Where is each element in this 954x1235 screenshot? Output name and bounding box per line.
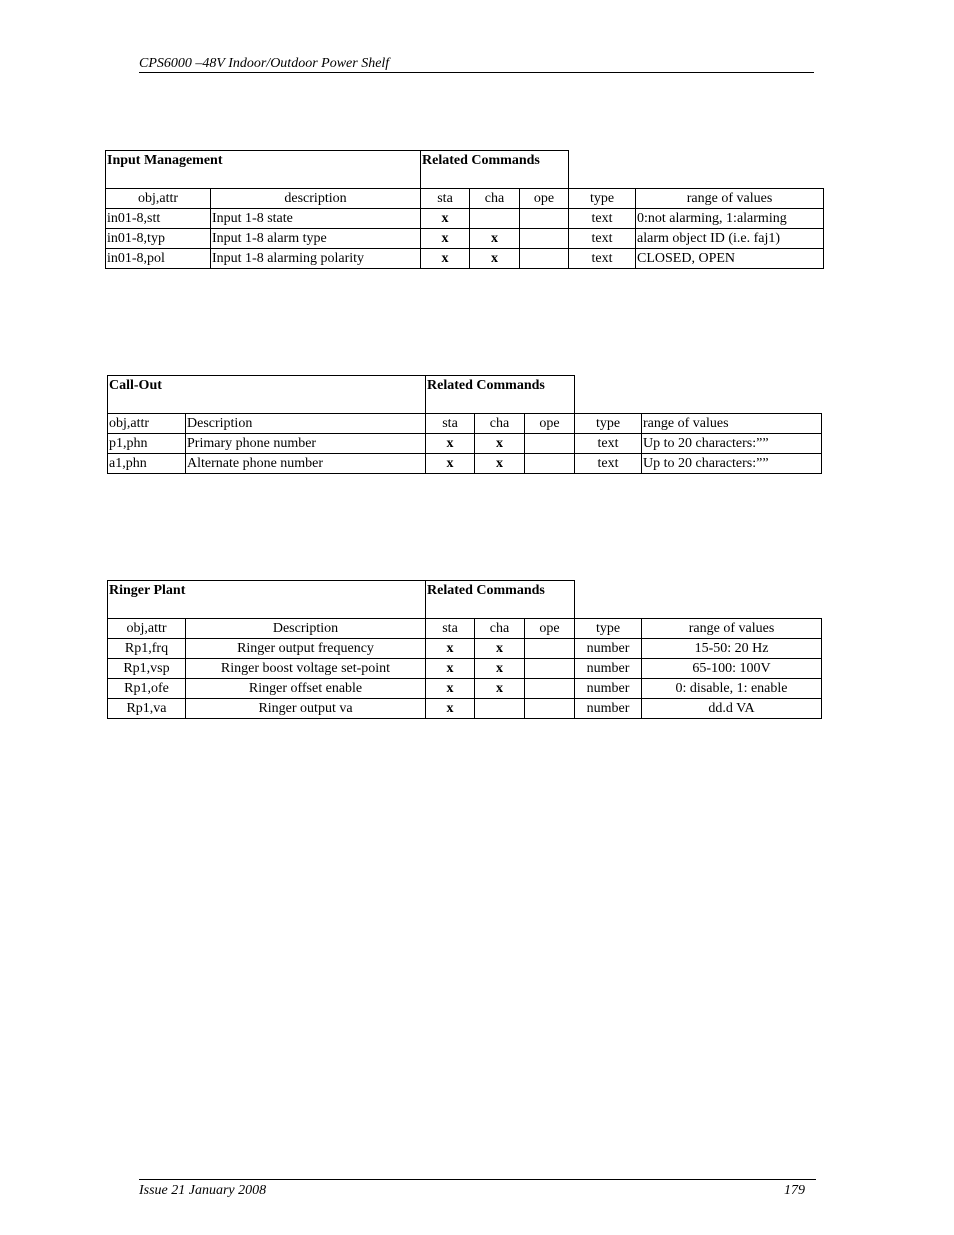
col-header: range of values (636, 189, 824, 209)
cell: x (475, 679, 525, 699)
col-header: type (575, 414, 642, 434)
cell: Ringer output frequency (186, 639, 426, 659)
col-header: obj,attr (108, 414, 186, 434)
cell (525, 679, 575, 699)
cell: x (475, 659, 525, 679)
cell (525, 699, 575, 719)
table-row (108, 699, 822, 719)
cell: Rp1,va (108, 699, 186, 719)
col-header: range of values (642, 414, 822, 434)
cell: 15-50: 20 Hz (642, 639, 822, 659)
cell: x (426, 699, 475, 719)
cell: Input 1-8 state (211, 209, 421, 229)
cell: Ringer output va (186, 699, 426, 719)
cell: Up to 20 characters:”” (642, 454, 822, 474)
table-title-row (108, 581, 822, 619)
blank-cell (575, 581, 822, 619)
cell: in01-8,stt (106, 209, 211, 229)
page-number: 179 (784, 1183, 805, 1198)
cell (525, 454, 575, 474)
cell (525, 639, 575, 659)
cell: x (475, 454, 525, 474)
table-row (108, 454, 822, 474)
cell: x (421, 249, 470, 269)
cell (520, 249, 569, 269)
cell: number (575, 659, 642, 679)
cell: x (475, 639, 525, 659)
cell: text (569, 249, 636, 269)
cell: p1,phn (108, 434, 186, 454)
table-row (106, 229, 824, 249)
table-row (106, 209, 824, 229)
cell: Primary phone number (186, 434, 426, 454)
table-row (108, 434, 822, 454)
cell: text (575, 434, 642, 454)
cell: text (575, 454, 642, 474)
header-rule (139, 72, 814, 73)
col-header: ope (525, 414, 575, 434)
cell: in01-8,typ (106, 229, 211, 249)
table-title-row (108, 376, 822, 414)
col-header: sta (421, 189, 470, 209)
cell: text (569, 209, 636, 229)
cell: Alternate phone number (186, 454, 426, 474)
cell: a1,phn (108, 454, 186, 474)
col-header: description (211, 189, 421, 209)
related-commands-label: Related Commands (426, 581, 575, 619)
table-row (108, 639, 822, 659)
cell: alarm object ID (i.e. faj1) (636, 229, 824, 249)
cell (525, 434, 575, 454)
table-row (108, 679, 822, 699)
table-row (108, 659, 822, 679)
column-header-row (108, 619, 822, 639)
ringer-plant-table (107, 580, 822, 719)
cell: 65-100: 100V (642, 659, 822, 679)
col-header: obj,attr (108, 619, 186, 639)
table-row (106, 249, 824, 269)
cell: number (575, 699, 642, 719)
col-header: cha (475, 414, 525, 434)
col-header: ope (520, 189, 569, 209)
cell: CLOSED, OPEN (636, 249, 824, 269)
cell: Rp1,vsp (108, 659, 186, 679)
cell: x (426, 659, 475, 679)
cell (475, 699, 525, 719)
cell (520, 229, 569, 249)
cell: x (426, 679, 475, 699)
related-commands-label: Related Commands (421, 151, 569, 189)
blank-cell (575, 376, 822, 414)
cell: x (470, 249, 520, 269)
table-title-row (106, 151, 824, 189)
related-commands-label: Related Commands (426, 376, 575, 414)
cell: Rp1,frq (108, 639, 186, 659)
cell: Ringer boost voltage set-point (186, 659, 426, 679)
cell (520, 209, 569, 229)
cell: number (575, 679, 642, 699)
cell: x (426, 454, 475, 474)
col-header: sta (426, 414, 475, 434)
column-header-row (106, 189, 824, 209)
col-header: range of values (642, 619, 822, 639)
cell: Ringer offset enable (186, 679, 426, 699)
cell: Input 1-8 alarming polarity (211, 249, 421, 269)
cell: x (475, 434, 525, 454)
blank-cell (569, 151, 824, 189)
cell (525, 659, 575, 679)
cell: x (470, 229, 520, 249)
col-header: type (569, 189, 636, 209)
col-header: Description (186, 414, 426, 434)
cell: x (426, 639, 475, 659)
table-title: Call-Out (108, 376, 426, 414)
col-header: type (575, 619, 642, 639)
call-out-table (107, 375, 822, 474)
cell: Rp1,ofe (108, 679, 186, 699)
column-header-row (108, 414, 822, 434)
table-title: Input Management (106, 151, 421, 189)
cell (470, 209, 520, 229)
cell: dd.d VA (642, 699, 822, 719)
table-title: Ringer Plant (108, 581, 426, 619)
cell: x (421, 229, 470, 249)
cell: 0:not alarming, 1:alarming (636, 209, 824, 229)
cell: in01-8,pol (106, 249, 211, 269)
footer-rule (139, 1179, 816, 1180)
cell: text (569, 229, 636, 249)
cell: 0: disable, 1: enable (642, 679, 822, 699)
cell: Input 1-8 alarm type (211, 229, 421, 249)
cell: Up to 20 characters:”” (642, 434, 822, 454)
col-header: sta (426, 619, 475, 639)
cell: x (421, 209, 470, 229)
col-header: cha (470, 189, 520, 209)
col-header: obj,attr (106, 189, 211, 209)
cell: number (575, 639, 642, 659)
col-header: Description (186, 619, 426, 639)
footer-issue-date: Issue 21 January 2008 (139, 1183, 267, 1198)
col-header: cha (475, 619, 525, 639)
page-header-title: CPS6000 –48V Indoor/Outdoor Power Shelf (139, 56, 390, 71)
col-header: ope (525, 619, 575, 639)
input-management-table (105, 150, 824, 269)
cell: x (426, 434, 475, 454)
